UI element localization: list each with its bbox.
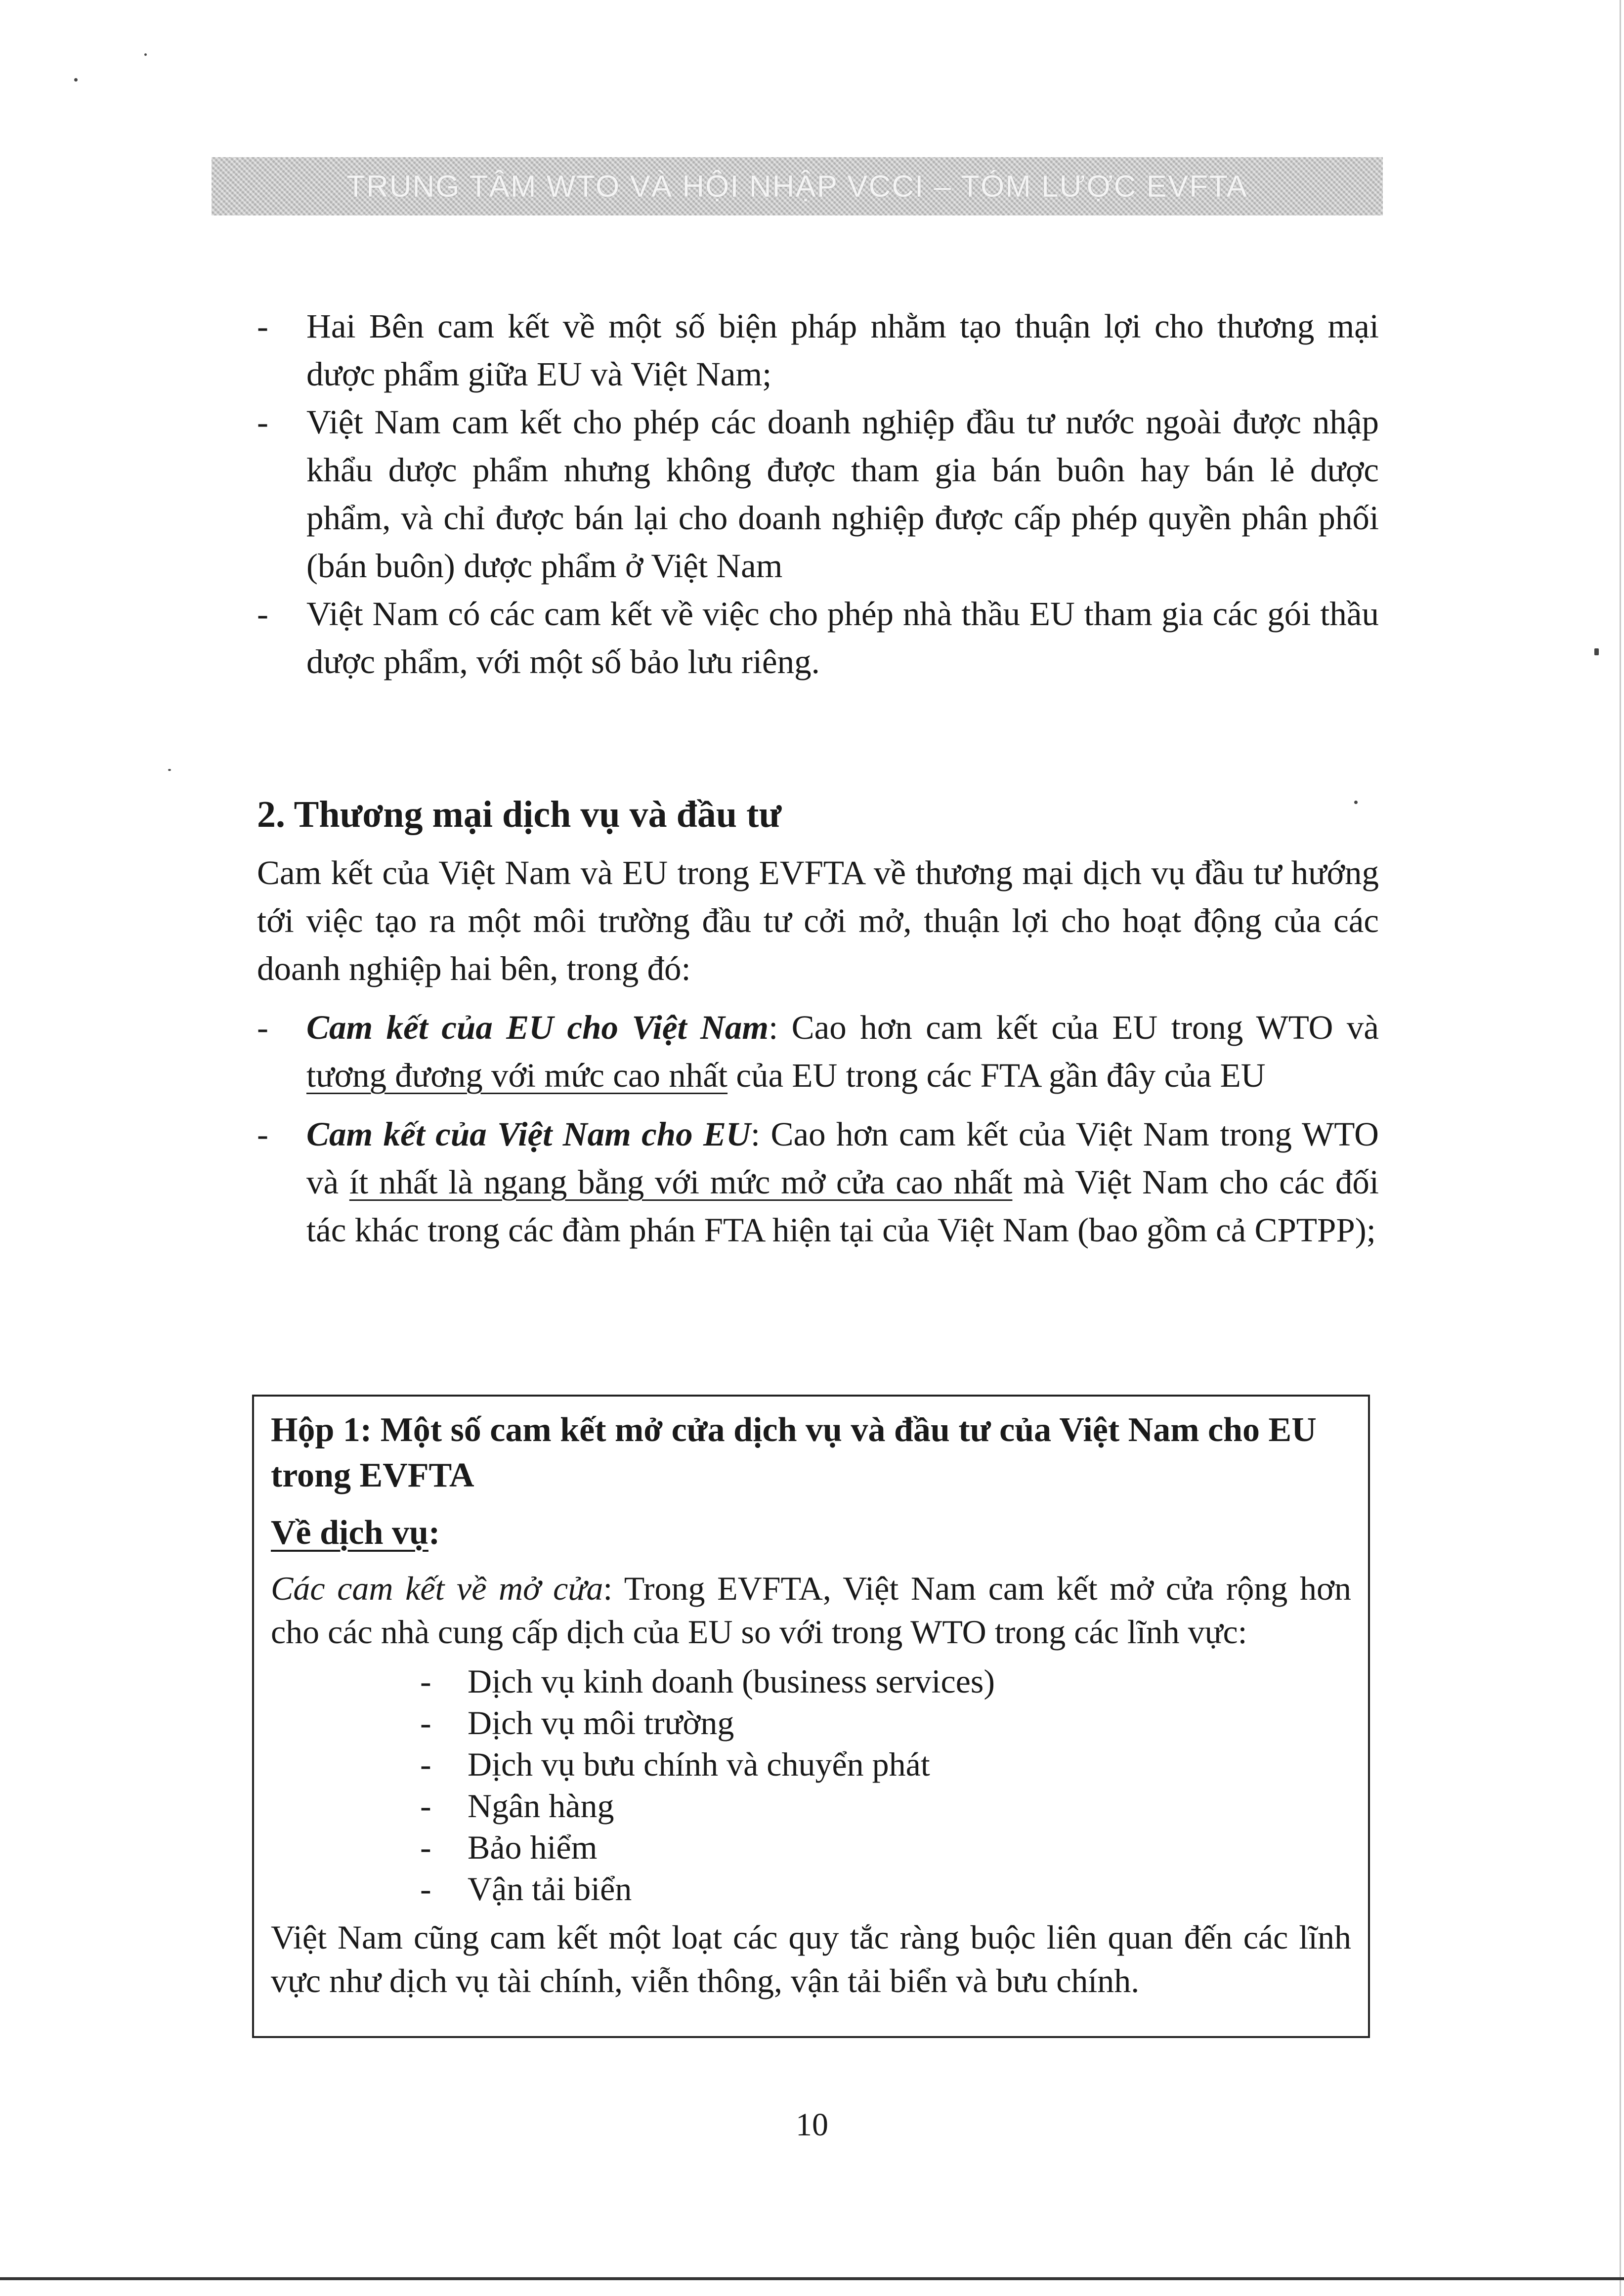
service-item: Dịch vụ môi trường: [468, 1704, 734, 1742]
box-intro-italic: Các cam kết về mở cửa: [271, 1570, 603, 1607]
vn-commitment-underline: ít nhất là ngang bằng với mức mở cửa cao nhất: [349, 1163, 1013, 1201]
service-item: Dịch vụ bưu chính và chuyển phát: [468, 1745, 930, 1783]
bullet-dash: -: [257, 307, 268, 345]
box-intro-text: : Trong EVFTA, Việt Nam cam kết mở cửa rộng hơn cho các nhà cung cấp dịch của EU so với trong WTO trong các lĩnh vực:: [271, 1570, 1351, 1651]
box-intro: [271, 1567, 1351, 1654]
bullet-dash: -: [420, 1787, 431, 1825]
scan-speck: [168, 769, 171, 771]
eu-commitment-label: Cam kết của EU cho Việt Nam: [306, 1009, 769, 1046]
top-bullet-list: [257, 302, 1379, 686]
box-subheading: [271, 1508, 1351, 1558]
eu-commitment-underline: tương đương với mức cao nhất: [306, 1057, 728, 1094]
bullet-dash: -: [420, 1870, 431, 1908]
service-item: Dịch vụ kinh doanh (business services): [468, 1662, 995, 1700]
info-box: [252, 1395, 1370, 2038]
vn-commitment-label: Cam kết của Việt Nam cho EU: [306, 1115, 751, 1153]
bullet-dash: -: [257, 1009, 268, 1046]
list-item: [257, 398, 1379, 590]
vn-commitment-text: : Cao hơn cam kết của Việt Nam trong WTO và: [306, 1115, 1379, 1201]
bullet-dash: -: [420, 1704, 431, 1742]
scan-speck: [1354, 801, 1358, 804]
bullet-dash: -: [420, 1745, 431, 1783]
scan-edge-bottom: [0, 2277, 1624, 2280]
scan-edge-right: [1620, 0, 1621, 2296]
header-band: [212, 157, 1383, 215]
scan-speck: [1594, 648, 1599, 655]
list-item: [257, 302, 1379, 398]
bullet-dash: -: [257, 595, 268, 633]
section-body: [257, 849, 1379, 1254]
list-item: [420, 1785, 1351, 1827]
scan-speck: [74, 78, 78, 82]
box-service-list: [271, 1660, 1351, 1910]
box-subheading-colon: :: [428, 1514, 440, 1552]
bullet-text: Việt Nam cam kết cho phép các doanh nghiệp đầu tư nước ngoài được nhập khẩu dược phẩm nhưng không được tham gia bán buôn hay bán lẻ dược phẩm, và chỉ được bán lại cho doanh nghiệp được cấp phép quyền phân phối (bán buôn) dược phẩm ở Việt Nam: [306, 403, 1379, 585]
bullet-dash: -: [420, 1828, 431, 1866]
eu-commitment-text-end: của EU trong các FTA gần đây của EU: [727, 1057, 1266, 1094]
vn-commitment-text-end: mà Việt Nam cho các đối tác khác trong các đàm phán FTA hiện tại của Việt Nam (bao gồm cả CPTPP);: [306, 1163, 1379, 1249]
header-title: TRUNG TÂM WTO VÀ HỘI NHẬP VCCI – TÓM LƯỢC EVFTA: [346, 169, 1248, 204]
eu-commitment-item: [257, 1004, 1379, 1100]
list-item: [420, 1660, 1351, 1702]
box-title: Hộp 1: Một số cam kết mở cửa dịch vụ và đầu tư của Việt Nam cho EU trong EVFTA: [271, 1411, 1317, 1494]
service-item: Ngân hàng: [468, 1787, 614, 1825]
scan-speck: [144, 53, 147, 56]
bullet-dash: -: [420, 1662, 431, 1700]
list-item: [420, 1827, 1351, 1868]
eu-commitment-text: : Cao hơn cam kết của EU trong WTO và: [769, 1009, 1379, 1046]
section-intro: Cam kết của Việt Nam và EU trong EVFTA về thương mại dịch vụ đầu tư hướng tới việc tạo ra một môi trường đầu tư cởi mở, thuận lợi cho hoạt động của các doanh nghiệp hai bên, trong đó:: [257, 854, 1379, 987]
bullet-text: Việt Nam có các cam kết về việc cho phép nhà thầu EU tham gia các gói thầu dược phẩm, với một số bảo lưu riêng.: [306, 595, 1379, 680]
bullet-text: Hai Bên cam kết về một số biện pháp nhằm tạo thuận lợi cho thương mại dược phẩm giữa EU và Việt Nam;: [306, 307, 1379, 393]
section-heading: 2. Thương mại dịch vụ và đầu tư: [257, 794, 782, 835]
service-item: Bảo hiểm: [468, 1828, 598, 1866]
list-item: [420, 1702, 1351, 1743]
bullet-dash: -: [257, 403, 268, 441]
page-number: 10: [796, 2107, 828, 2143]
box-outro: Việt Nam cũng cam kết một loạt các quy tắc ràng buộc liên quan đến các lĩnh vực như dịch vụ tài chính, viễn thông, vận tải biển và bưu chính.: [271, 1918, 1351, 1999]
list-item: [420, 1868, 1351, 1910]
list-item: [257, 590, 1379, 686]
vn-commitment-item: [257, 1110, 1379, 1254]
box-subheading-text: Về dịch vụ: [271, 1514, 428, 1552]
bullet-dash: -: [257, 1115, 268, 1153]
list-item: [420, 1743, 1351, 1785]
service-item: Vận tải biển: [468, 1870, 632, 1908]
